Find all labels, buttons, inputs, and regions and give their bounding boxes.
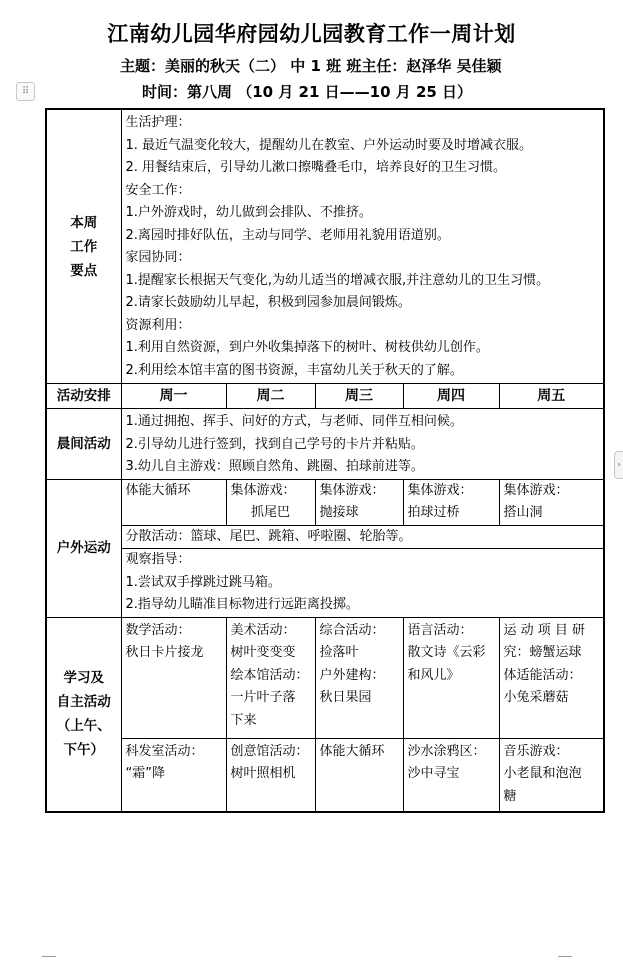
learning-mon-1: 数学活动： 秋日卡片接龙 xyxy=(121,617,226,738)
week-focus-label: 本周 工作 要点 xyxy=(46,109,121,384)
week-focus-row xyxy=(46,109,604,384)
day-header-mon: 周一 xyxy=(121,384,226,409)
focus-line: 生活护理： xyxy=(125,115,191,130)
side-panel-handle-icon[interactable]: › xyxy=(614,451,623,479)
day-header-fri: 周五 xyxy=(499,384,604,409)
outdoor-wed: 集体游戏： 抛接球 xyxy=(315,479,403,525)
focus-line: 1.利用自然资源，到户外收集掉落下的树叶、树枝供幼儿创作。 xyxy=(125,340,489,355)
outdoor-days-row xyxy=(46,479,604,525)
morning-content xyxy=(121,409,604,480)
time-line: 时间：第八周 （10 月 21 日——10 月 25 日） xyxy=(142,83,473,101)
schedule-header-label: 活动安排 xyxy=(46,384,121,409)
day-header-wed: 周三 xyxy=(315,384,403,409)
focus-line: 2.利用绘本馆丰富的图书资源，丰富幼儿关于秋天的了解。 xyxy=(125,362,463,378)
morning-line: 2.引导幼儿进行签到，找到自己学号的卡片并粘贴。 xyxy=(125,436,424,452)
outdoor-tue: 集体游戏： 抓尾巴 xyxy=(226,479,315,525)
outdoor-scattered: 分散活动：篮球、尾巴、跳箱、呼啦圈、轮胎等。 xyxy=(121,525,604,549)
learning-thu-1: 语言活动： 散文诗《云彩 和风儿》 xyxy=(403,617,499,738)
theme-line: 主题：美丽的秋天（二） 中 1 班 班主任：赵泽华 吴佳颖 xyxy=(120,57,502,75)
day-header-tue: 周二 xyxy=(226,384,315,409)
focus-line: 安全工作： xyxy=(125,182,191,198)
document-title: 江南幼儿园华府园幼儿园教育工作一周计划 xyxy=(107,21,516,46)
focus-line: 1.户外游戏时，幼儿做到会排队、不推挤。 xyxy=(125,205,372,220)
focus-line: 2. 用餐结束后，引导幼儿漱口擦嘴叠毛巾，培养良好的卫生习惯。 xyxy=(125,160,507,175)
learning-wed-2: 体能大循环 xyxy=(315,738,403,812)
learning-fri-1: 运 动 项 目 研 究：螃蟹运球 体适能活动： 小兔采蘑菇 xyxy=(499,617,604,738)
learning-fri-2: 音乐游戏： 小老鼠和泡泡 糖 xyxy=(499,738,604,812)
schedule-header-row xyxy=(46,384,604,409)
page-corner-mark xyxy=(558,956,572,967)
morning-line: 3.幼儿自主游戏：照顾自然角、跳圈、拍球前进等。 xyxy=(125,459,424,474)
outdoor-thu: 集体游戏： 拍球过桥 xyxy=(403,479,499,525)
morning-row xyxy=(46,409,604,480)
outdoor-fri: 集体游戏： 搭山洞 xyxy=(499,479,604,525)
weekly-plan-table xyxy=(45,108,605,813)
learning-row-2 xyxy=(46,738,604,812)
outdoor-guidance-row xyxy=(46,549,604,618)
morning-line: 1.通过拥抱、挥手、问好的方式，与老师、同伴互相问候。 xyxy=(125,414,463,429)
focus-line: 家园协同： xyxy=(125,250,191,265)
learning-row-1 xyxy=(46,617,604,738)
page-corner-mark xyxy=(42,956,56,967)
outdoor-scattered-row xyxy=(46,525,604,549)
focus-line: 2.离园时排好队伍，主动与同学、老师用礼貌用语道别。 xyxy=(125,227,450,243)
outdoor-mon: 体能大循环 xyxy=(121,479,226,525)
learning-tue-2: 创意馆活动： 树叶照相机 xyxy=(226,738,315,812)
learning-label: 学习及 自主活动 （上午、 下午） xyxy=(46,617,121,812)
learning-tue-1: 美术活动： 树叶变变变 绘本馆活动： 一片叶子落 下来 xyxy=(226,617,315,738)
morning-label: 晨间活动 xyxy=(46,409,121,480)
learning-mon-2: 科发室活动： “霜”降 xyxy=(121,738,226,812)
learning-wed-1: 综合活动： 捡落叶 户外建构： 秋日果园 xyxy=(315,617,403,738)
focus-line: 1.提醒家长根据天气变化,为幼儿适当的增减衣服,并注意幼儿的卫生习惯。 xyxy=(125,272,550,288)
week-focus-content xyxy=(121,109,604,384)
outdoor-label: 户外运动 xyxy=(46,479,121,617)
day-header-thu: 周四 xyxy=(403,384,499,409)
outdoor-guidance: 观察指导： 1.尝试双手撑跳过跳马箱。 2.指导幼儿瞄准目标物进行远距离投掷。 xyxy=(121,549,604,618)
focus-line: 资源利用： xyxy=(125,317,191,333)
focus-line: 2.请家长鼓励幼儿早起，积极到园参加晨间锻炼。 xyxy=(125,295,411,310)
learning-thu-2: 沙水涂鸦区： 沙中寻宝 xyxy=(403,738,499,812)
table-move-handle-icon[interactable]: ⠿ xyxy=(16,82,35,101)
focus-line: 1. 最近气温变化较大，提醒幼儿在教室、户外运动时要及时增减衣服。 xyxy=(125,137,533,153)
